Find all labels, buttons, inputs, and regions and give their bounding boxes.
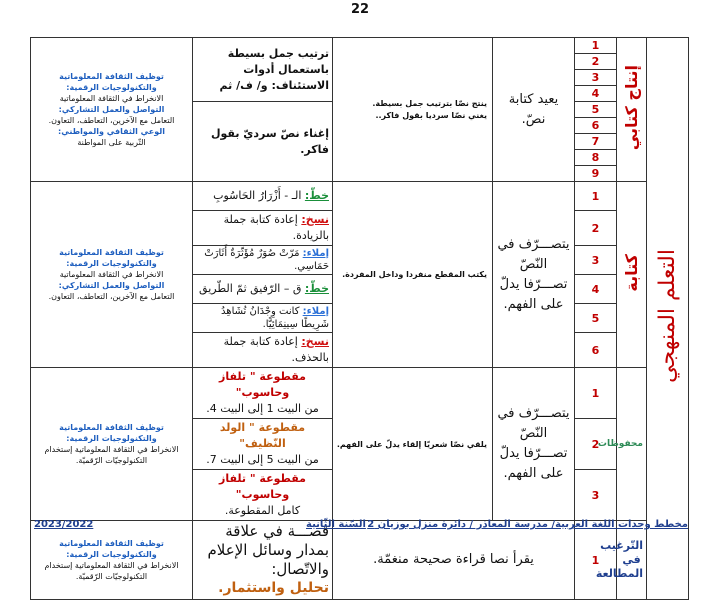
resource: إملاء: كانت وِجْدَانُ تُشَاهِدُ شَرِيطًا سِينِمَائِيًّا. bbox=[193, 304, 333, 333]
competency-title: توظيف الثقافة المعلوماتية والتكنولوجيات الرقمية: bbox=[59, 423, 164, 443]
session-number: 4 bbox=[575, 275, 617, 304]
resource: خطّ: ق – الرّفيق ثمّ الطّريق bbox=[193, 275, 333, 304]
resource: مقطوعة " تلفاز وحاسوب" من البيت 1 إلى البيت 4. bbox=[193, 368, 333, 419]
objective-recitation: يتصـــرّف في النّصّ تصـــرّفا يدلّ على الفهم. bbox=[493, 368, 575, 521]
objective-production: يعيد كتابة نصّ. bbox=[493, 38, 575, 182]
competency-title: التواصل والعمل التشاركي: bbox=[58, 281, 165, 290]
subject-recitation: محفوظات bbox=[617, 368, 647, 521]
resource: مقطوعة " تلفاز وحاسوب" كامل المقطوعة. bbox=[193, 470, 333, 521]
subject-production: إنتاج كتابي bbox=[617, 38, 647, 182]
competency-title: توظيف الثقافة المعلوماتية والتكنولوجيات الرقمية: bbox=[59, 72, 164, 92]
competency-title: الوعي الثقافي والمواطني: bbox=[58, 127, 165, 136]
resource: مقطوعة " الولد النّظيف" من البيت 5 إلى البيت 7. bbox=[193, 419, 333, 470]
session-number: 3 bbox=[575, 70, 617, 86]
competency-text: التعامل مع الآخرين، التعاطف، التعاون. bbox=[48, 292, 175, 301]
competencies-recitation bbox=[31, 368, 193, 521]
resource: قصـــة في علاقة بمدار وسائل الإعلام والاتّصال: تحليل واستثمار. bbox=[193, 521, 333, 600]
resource: إغناء نصّ سرديّ بقول فاكر. bbox=[193, 102, 333, 182]
session-number: 9 bbox=[575, 166, 617, 182]
session-number: 3 bbox=[575, 246, 617, 275]
session-number: 2 bbox=[575, 419, 617, 470]
session-number: 3 bbox=[575, 470, 617, 521]
objective-reading-promotion: يقرأ نصا قراءة صحيحة منغمّة. bbox=[333, 521, 575, 600]
resource: إملاء: مَرّتْ صُوَرٌ مُؤَثّرَةٌ أَثَارَتْ حَمَاسِي. bbox=[193, 246, 333, 275]
subject-writing: كتابة bbox=[617, 182, 647, 368]
competency-text: الانخراط في الثقافة المعلوماتية bbox=[59, 94, 164, 103]
domain-cell: التعلم المنهجي bbox=[647, 38, 689, 600]
competencies-production bbox=[31, 38, 193, 182]
resource: نسخ: إعادة كتابة جملة بالزيادة. bbox=[193, 211, 333, 246]
competency-text: التّربية على المواطنة bbox=[77, 138, 146, 147]
competency-text: التعامل مع الآخرين، التعاطف، التعاون. bbox=[48, 116, 175, 125]
resource: خطّ: الـ - أَزْرَارُ الحَاسُوبِ bbox=[193, 182, 333, 211]
planning-table bbox=[30, 37, 689, 601]
session-number: 5 bbox=[575, 304, 617, 333]
competency-text: الانخراط في الثقافة المعلوماتية bbox=[59, 270, 164, 279]
session-number: 7 bbox=[575, 134, 617, 150]
indicators-recitation bbox=[333, 368, 493, 521]
subject-reading-promotion: التّرغيب في المطالعة bbox=[617, 521, 647, 600]
competency-text: الانخراط في الثقافة المعلوماتية إستخدام التكنولوجيّات الرّقميّة. bbox=[44, 561, 179, 581]
competency-title: توظيف الثقافة المعلوماتية والتكنولوجيات الرقمية: bbox=[59, 248, 164, 268]
session-number: 2 bbox=[575, 54, 617, 70]
footer-year: 2023/2022 bbox=[34, 519, 94, 530]
resource: نسخ: إعادة كتابة جملة بالحذف. bbox=[193, 333, 333, 368]
objective-writing: يتصـــرّف في النّصّ تصـــرّفا يدلّ على الفهم. bbox=[493, 182, 575, 368]
session-number: 1 bbox=[575, 38, 617, 54]
indicator: يكتب المقطع منفردا وداخل المفردة. bbox=[342, 270, 487, 279]
session-number: 1 bbox=[575, 368, 617, 419]
page-number: 22 bbox=[350, 2, 370, 17]
session-number: 1 bbox=[575, 182, 617, 211]
session-number: 8 bbox=[575, 150, 617, 166]
competency-title: توظيف الثقافة المعلوماتية والتكنولوجيات الرقمية: bbox=[59, 539, 164, 559]
indicator: يلقي نصّا شعريّا إلقاء يدلّ على الفهم. bbox=[336, 439, 487, 449]
indicator: ينتج نصّا بترتيب جمل بسيطة. bbox=[372, 99, 487, 108]
indicators-production bbox=[333, 38, 493, 182]
resource: ترتيب جمل بسيطة باستعمال أدوات الاستئناف: و/ ف/ ثم bbox=[193, 38, 333, 102]
session-number: 5 bbox=[575, 102, 617, 118]
footer-grade: السّنة الثّانية bbox=[306, 519, 366, 530]
session-number: 6 bbox=[575, 118, 617, 134]
footer-school: مخطط وحدات اللغة العربية/ مدرسة المعاذر / دائرة منزل بوزيان 2 bbox=[367, 519, 688, 530]
indicators-writing bbox=[333, 182, 493, 368]
session-number: 4 bbox=[575, 86, 617, 102]
competency-title: التواصل والعمل التشاركي: bbox=[58, 105, 165, 114]
indicator: يغني نصّا سرديا بقول فاكر.. bbox=[375, 111, 487, 120]
session-number: 2 bbox=[575, 211, 617, 246]
session-number: 1 bbox=[575, 521, 617, 600]
competency-text: الانخراط في الثقافة المعلوماتية إستخدام التكنولوجيّات الرّقميّة. bbox=[44, 445, 179, 465]
competencies-writing bbox=[31, 182, 193, 368]
session-number: 6 bbox=[575, 333, 617, 368]
